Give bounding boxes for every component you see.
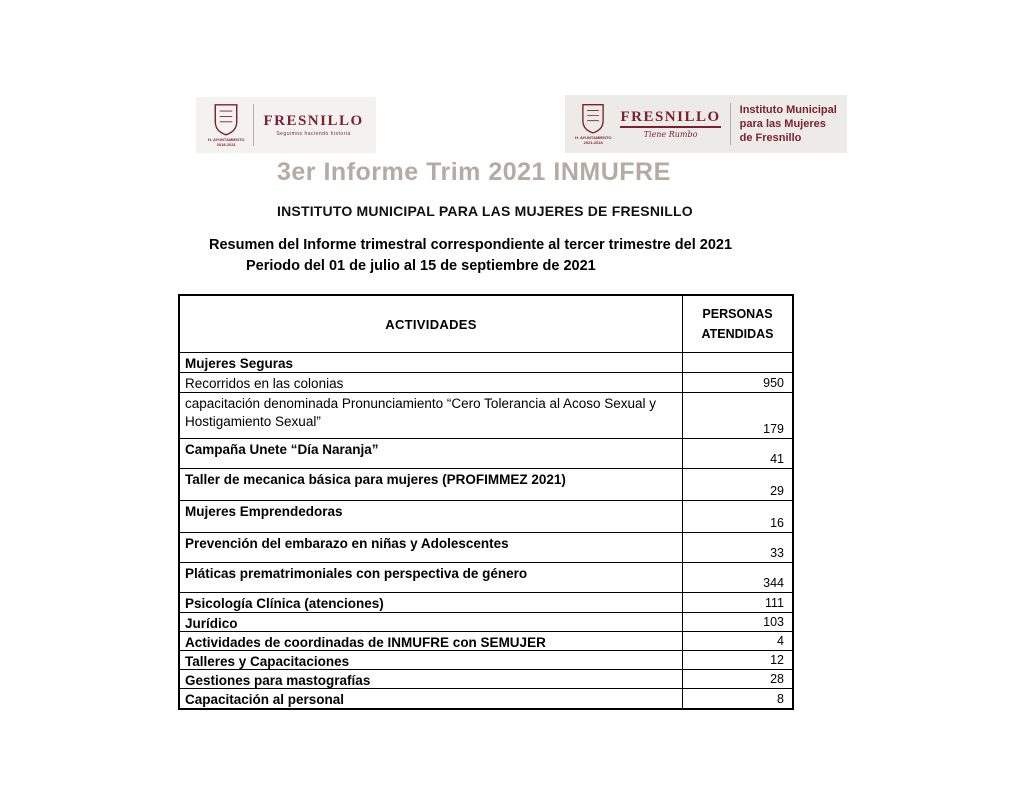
value-cell: 4: [777, 634, 784, 648]
shield-icon: [212, 103, 240, 137]
value-cell: 344: [763, 576, 784, 590]
value-cell: 29: [770, 484, 784, 498]
page-subtitle: INSTITUTO MUNICIPAL PARA LAS MUJERES DE FRESNILLO: [277, 203, 693, 219]
logo-left: [196, 97, 376, 153]
fresnillo-wordmark-left: [263, 113, 363, 138]
wordmark-tagline: Seguimos haciendo historia: [276, 131, 351, 138]
activity-cell: Gestiones para mastografías: [180, 670, 683, 688]
value-cell: 179: [763, 422, 784, 436]
value-cell: 103: [763, 615, 784, 629]
wordmark-text: FRESNILLO: [263, 112, 364, 129]
logo-divider: [730, 103, 731, 145]
wordmark-underline: [620, 126, 720, 128]
header-persons-atendidas: PERSONAS ATENDIDAS: [701, 307, 774, 341]
summary-line-1: Resumen del Informe trimestral correspondiente al tercer trimestre del 2021: [209, 237, 733, 253]
table-row: [180, 689, 792, 708]
activity-cell: Mujeres Emprendedoras: [180, 501, 683, 532]
table-body: [180, 353, 792, 708]
table-row: [180, 373, 792, 393]
summary-line-2: Periodo del 01 de julio al 15 de septiembre de 2021: [246, 258, 596, 274]
activities-table: [178, 294, 794, 710]
value-cell: 28: [770, 672, 784, 686]
page-title: 3er Informe Trim 2021 INMUFRE: [277, 158, 671, 186]
table-row: [180, 613, 792, 632]
activity-cell: Actividades de coordinadas de INMUFRE con SEMUJER: [180, 632, 683, 650]
logo-right: [565, 95, 847, 153]
table-row: [180, 670, 792, 689]
value-cell: 12: [770, 653, 784, 667]
table-row: [180, 563, 792, 593]
table-row: [180, 353, 792, 373]
value-cell: 8: [777, 692, 784, 706]
header-activities: ACTIVIDADES: [180, 296, 683, 352]
activity-cell: Psicología Clínica (atenciones): [180, 593, 683, 612]
activity-cell: Campaña Unete “Día Naranja”: [180, 439, 683, 468]
value-cell: 16: [770, 516, 784, 530]
table-row: [180, 439, 792, 469]
table-row: [180, 501, 792, 533]
activity-cell: Mujeres Seguras: [180, 353, 683, 372]
crest-caption: H. AYUNTAMIENTO 2021-2024: [575, 134, 612, 145]
table-row: [180, 632, 792, 651]
logo-divider: [253, 104, 254, 146]
activity-cell: Prevención del embarazo en niñas y Adolescentes: [180, 533, 683, 562]
value-cell: 33: [770, 546, 784, 560]
wordmark-tagline: Tiene Rumbo: [643, 130, 698, 140]
activity-cell: Talleres y Capacitaciones: [180, 651, 683, 669]
activity-cell: Recorridos en las colonias: [180, 373, 683, 392]
table-header-row: [180, 296, 792, 353]
value-cell: 41: [770, 452, 784, 466]
table-row: [180, 469, 792, 501]
crest-caption: H. AYUNTAMIENTO 2018-2021: [208, 136, 245, 147]
table-row: [180, 533, 792, 563]
value-cell: 111: [764, 596, 784, 610]
value-cell: 950: [763, 376, 784, 390]
wordmark-text: FRESNILLO: [620, 108, 721, 125]
activity-cell: Jurídico: [180, 613, 683, 631]
activity-cell: capacitación denominada Pronunciamiento “Cero Tolerancia al Acoso Sexual y Hostigamiento Sexual”: [180, 393, 683, 438]
fresnillo-crest-left-icon: [208, 103, 244, 147]
activity-cell: Taller de mecanica básica para mujeres (PROFIMMEZ 2021): [180, 469, 683, 500]
fresnillo-wordmark-right: [620, 109, 720, 140]
shield-icon: [580, 103, 606, 135]
activity-cell: Capacitación al personal: [180, 689, 683, 708]
table-row: [180, 651, 792, 670]
table-row: [180, 393, 792, 439]
fresnillo-crest-right-icon: [575, 103, 611, 145]
institute-name: Instituto Municipal para las Mujeres de Fresnillo: [739, 103, 837, 145]
activity-cell: Pláticas prematrimoniales con perspectiva de género: [180, 563, 683, 592]
value-cell: [683, 353, 792, 372]
table-row: [180, 593, 792, 613]
